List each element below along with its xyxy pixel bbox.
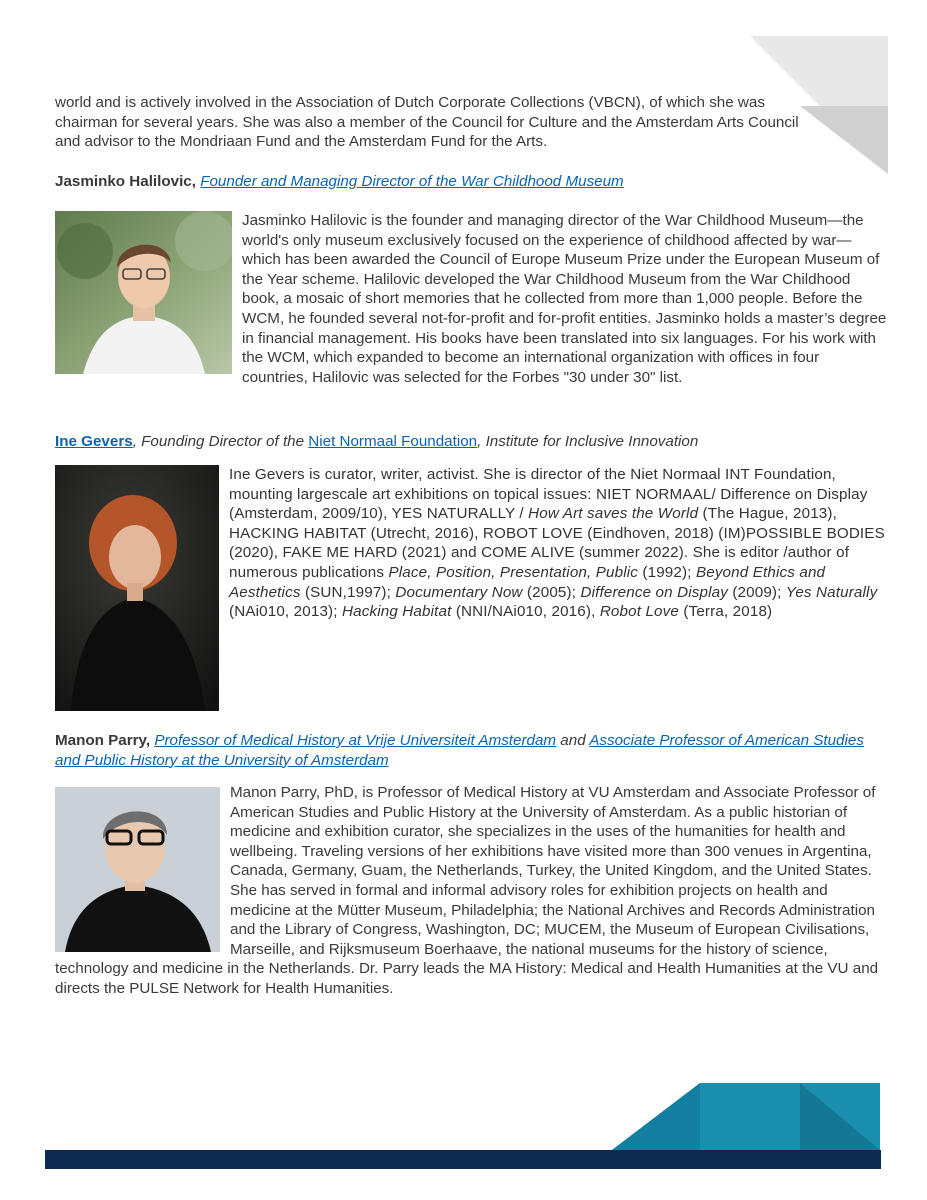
- gevers-bio-part: How Art saves the World: [528, 505, 699, 523]
- gevers-bio-part: (2005);: [522, 583, 581, 601]
- halilovic-role-link[interactable]: Founder and Managing Director of the War Childhood Museum: [200, 173, 624, 190]
- gevers-foundation-link[interactable]: Niet Normaal Foundation: [308, 433, 478, 450]
- gevers-bio-part: (1992);: [638, 563, 696, 581]
- gevers-photo: [55, 465, 219, 711]
- gevers-bio-part: (NNI/NAi010, 2016),: [451, 603, 600, 621]
- gevers-heading: [55, 432, 885, 452]
- gevers-bio-part: Documentary Now: [395, 583, 523, 601]
- gevers-bio-part: Hacking Habitat: [342, 603, 452, 621]
- gevers-bio-part: (NAi010, 2013);: [229, 603, 342, 621]
- footer-decoration: [0, 1080, 927, 1180]
- gevers-bio-part: Robot Love: [599, 603, 679, 621]
- gevers-bio-part: (SUN,1997);: [300, 583, 396, 601]
- gevers-bio-part: Place, Position, Presentation, Public: [388, 563, 639, 581]
- parry-role-link-2[interactable]: Associate Professor of American Studies and Public History at the University of Amsterdam: [55, 732, 864, 769]
- gevers-bio-part: Yes Naturally: [785, 583, 878, 601]
- parry-photo: [55, 787, 220, 952]
- gevers-bio-part: (Terra, 2018): [679, 603, 773, 621]
- halilovic-heading: [55, 172, 885, 192]
- halilovic-bio: [55, 211, 887, 387]
- gevers-bio-part: (The Hague, 2013), HACKING HABITAT (Utrecht, 2016), ROBOT LOVE (Eindhoven, 2018) (IM)POSSIBLE BODIES (2020), FAKE ME HARD (2021) and COME ALIVE (summer 2022). She is editor /author of numerous publications: [229, 505, 885, 581]
- parry-role-link-1[interactable]: Professor of Medical History at Vrije Universiteit Amsterdam: [154, 732, 557, 749]
- gevers-bio-part: Beyond Ethics and Aesthetics: [229, 563, 826, 601]
- gevers-name-link[interactable]: Ine Gevers: [55, 433, 133, 450]
- intro-paragraph: world and is actively involved in the Association of Dutch Corporate Collections (VBCN), of which she was chairman for several years. She was also a member of the Council for Culture and the Amsterdam Arts Council and advisor to the Mondriaan Fund and the Amsterdam Fund for the Arts.: [55, 94, 799, 151]
- gevers-bio-part: (2009);: [727, 583, 786, 601]
- halilovic-name: Jasminko Halilovic,: [55, 173, 196, 190]
- gevers-bio-part: Ine Gevers is curator, writer, activist. She is director of the Niet Normaal INT Foundation, mounting largescale art exhibitions on topical issues: NIET NORMAAL/ Difference on Display (Amsterdam, 2009/10), YES NATURALLY /: [229, 466, 868, 523]
- parry-name: Manon Parry,: [55, 732, 151, 749]
- gevers-bio-part: Difference on Display: [580, 583, 728, 601]
- halilovic-bio-text: Jasminko Halilovic is the founder and managing director of the War Childhood Museum—the world's only museum exclusively focused on the experience of childhood affected by war—which has been awarded the Council of Europe Museum Prize under the European Museum of the Year scheme. Halilovic developed the War Childhood Museum from the War Childhood book, a mosaic of short memories that he collected from more than 1,000 people. Before the WCM, he founded several not-for-profit and for-profit entities. Jasminko holds a master’s degree in financial management. His books have been translated into six languages. For his work with the WCM, which expanded to become an international organization with offices in four countries, Halilovic was selected for the Forbes "30 under 30" list.: [242, 212, 887, 386]
- parry-heading: [55, 731, 885, 770]
- gevers-role-prefix: , Founding Director of the: [132, 433, 309, 450]
- halilovic-photo: [55, 211, 232, 374]
- gevers-role-suffix: , Institute for Inclusive Innovation: [477, 433, 699, 450]
- parry-bio-text: Manon Parry, PhD, is Professor of Medical History at VU Amsterdam and Associate Professor of American Studies and Public History at the University of Amsterdam. As a public historian of medicine and exhibition curator, she specializes in the uses of the humanities for health and wellbeing. Traveling versions of her exhibitions have visited more than 300 venues in Argentina, Canada, Germany, Guam, the Netherlands, Turkey, the United Kingdom, and the United States. She has served in formal and informal advisory roles for exhibition projects on health and medicine at the Mütter Museum, Philadelphia; the National Archives and Records Administration and the Library of Congress, Washington, DC; MUCEM, the Museum of European Civilisations, Marseille, and Rijksmuseum Boerhaave, the national museums for the history of science, technology and medicine in the Netherlands. Dr. Parry leads the MA History: Medical and Health Humanities at the VU and directs the PULSE Network for Health Humanities.: [55, 784, 879, 997]
- parry-connector: and: [556, 732, 590, 749]
- parry-bio: [55, 783, 887, 999]
- gevers-bio: [55, 465, 887, 711]
